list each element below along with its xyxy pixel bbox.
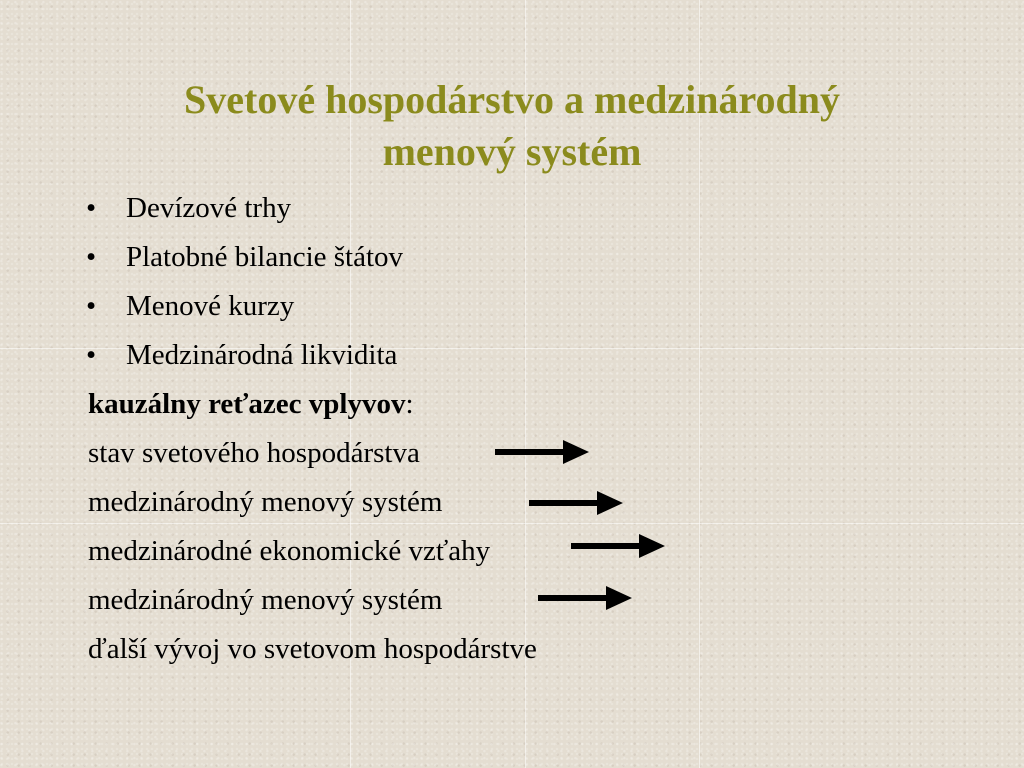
bullet-marker: • — [86, 241, 97, 273]
bullet-item: Menové kurzy — [126, 290, 295, 322]
slide-title — [0, 74, 1024, 178]
chain-step: ďalší vývoj vo svetovom hospodárstve — [88, 633, 537, 665]
chain-step: medzinárodné ekonomické vzťahy — [88, 535, 491, 567]
slide-title-line-2: menový systém — [382, 129, 642, 174]
right-arrow-icon — [495, 440, 589, 464]
bullet-item: Medzinárodná likvidita — [126, 339, 398, 371]
slide-title-line-1: Svetové hospodárstvo a medzinárodný — [184, 77, 840, 122]
bullet-item: Devízové trhy — [126, 192, 292, 224]
tile-grid-line — [0, 523, 1024, 524]
right-arrow-icon — [529, 491, 623, 515]
bullet-marker: • — [86, 192, 97, 224]
chain-heading-bold: kauzálny reťazec vplyvov — [88, 388, 406, 420]
chain-step: medzinárodný menový systém — [88, 486, 443, 518]
chain-heading — [88, 387, 414, 421]
bullet-item: Platobné bilancie štátov — [126, 241, 404, 273]
chain-step: stav svetového hospodárstva — [88, 437, 420, 469]
right-arrow-icon — [571, 534, 665, 558]
chain-heading-colon: : — [405, 388, 414, 420]
chain-step: medzinárodný menový systém — [88, 584, 443, 616]
bullet-marker: • — [86, 290, 97, 322]
right-arrow-icon — [538, 586, 632, 610]
bullet-marker: • — [86, 339, 97, 371]
